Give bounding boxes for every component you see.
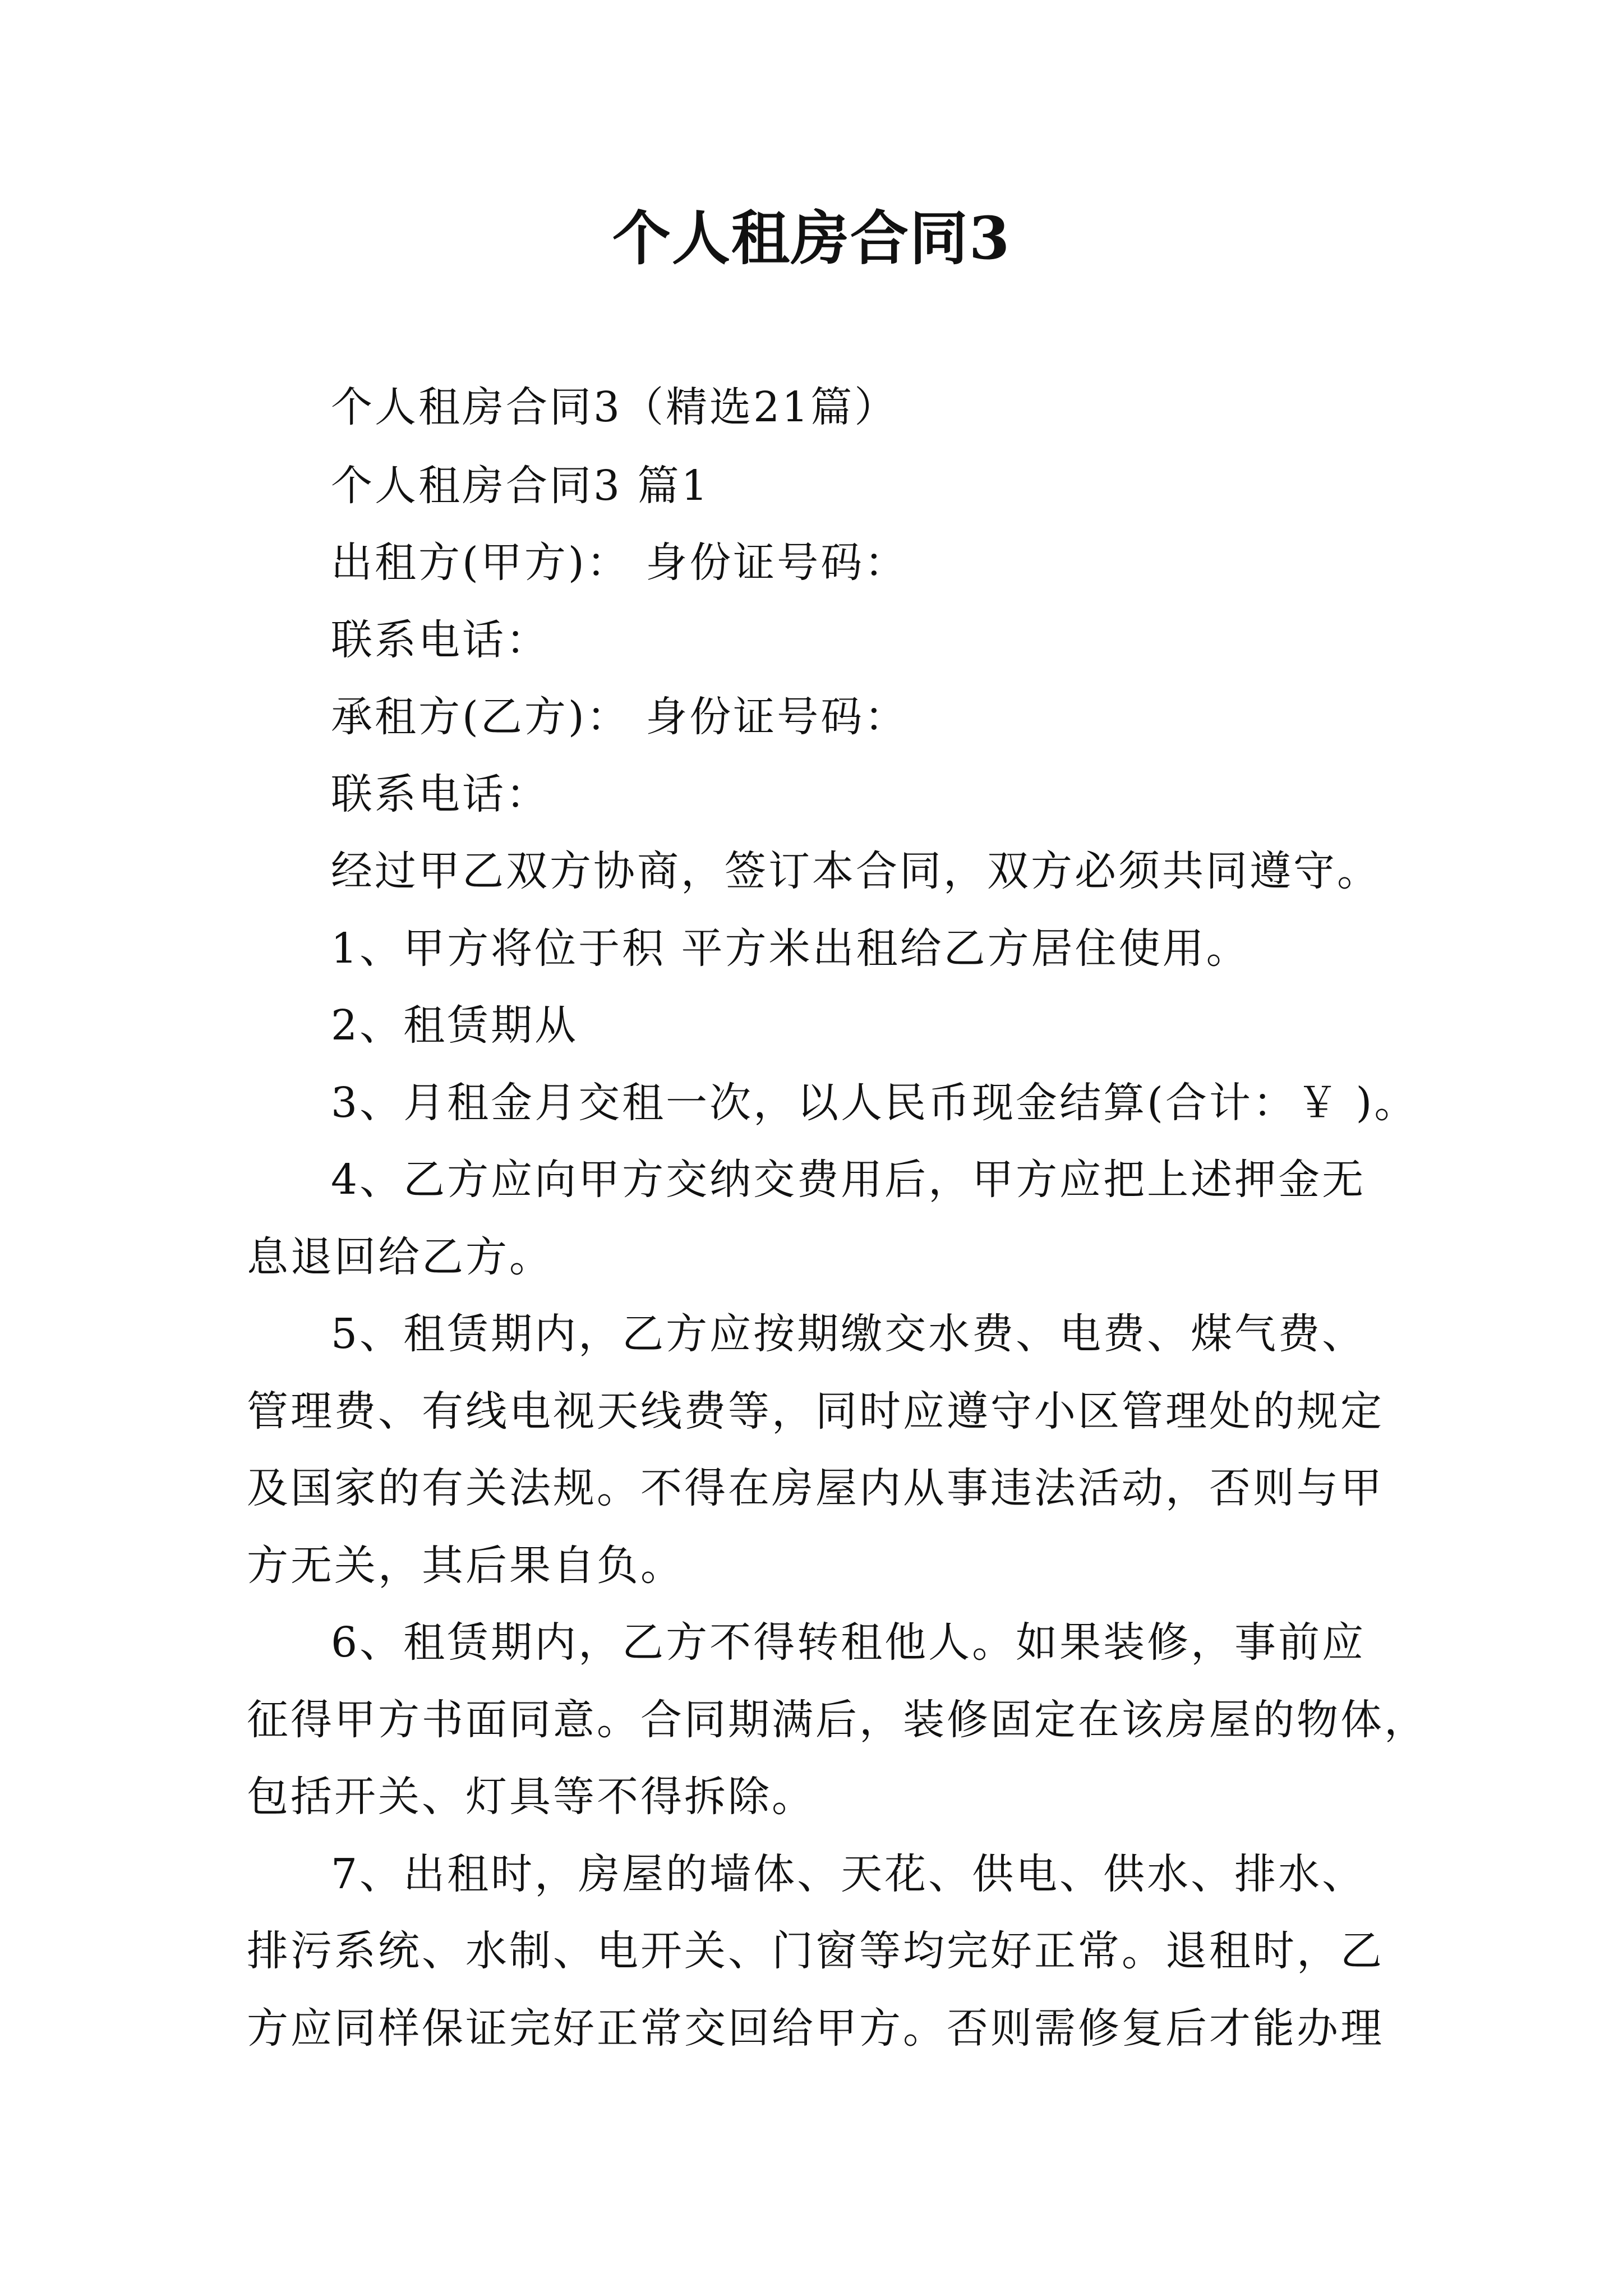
clause-5-line-2: 管理费、有线电视天线费等，同时应遵守小区管理处的规定 [247,1387,1384,1435]
document-title: 个人租房合同3 [612,204,1011,273]
clause-6-line-2: 征得甲方书面同意。合同期满后，装修固定在该房屋的物体， [247,1696,1428,1744]
clause-1: 1、甲方将位于积 平方米出租给乙方居住使用。 [331,924,1250,973]
clause-5-line-1: 5、租赁期内，乙方应按期缴交水费、电费、煤气费、 [331,1310,1366,1358]
clause-6-line-1: 6、租赁期内，乙方不得转租他人。如果装修，事前应 [331,1618,1366,1667]
clause-7-line-1: 7、出租时，房屋的墙体、天花、供电、供水、排水、 [331,1850,1366,1898]
clause-4-line-1: 4、乙方应向甲方交纳交费用后，甲方应把上述押金无 [331,1156,1366,1204]
clause-5-line-3: 及国家的有关法规。不得在房屋内从事违法活动，否则与甲 [247,1464,1384,1512]
clause-5-line-4: 方无关，其后果自负。 [247,1542,684,1590]
clause-6-line-3: 包括开关、灯具等不得拆除。 [247,1773,815,1821]
clause-4-line-2: 息退回给乙方。 [247,1233,553,1281]
lessor-id-line: 出租方(甲方)： 身份证号码： [331,539,909,587]
clause-7-line-2: 排污系统、水制、电开关、门窗等均完好正常。退租时，乙 [247,1927,1384,1975]
clause-7-line-3: 方应同样保证完好正常交回给甲方。否则需修复后才能办理 [247,2004,1384,2053]
agreement-intro: 经过甲乙双方协商，签订本合同，双方必须共同遵守。 [331,847,1381,895]
subtitle-line: 个人租房合同3（精选21篇） [331,383,898,431]
clause-2: 2、租赁期从 [331,1001,579,1050]
lessor-phone-line: 联系电话： [331,616,550,664]
clause-3: 3、月租金月交租一次，以人民币现金结算(合计：￥ )。 [331,1079,1418,1127]
lessee-id-line: 承租方(乙方)： 身份证号码： [331,693,909,741]
lessee-phone-line: 联系电话： [331,770,550,818]
section-heading: 个人租房合同3 篇1 [331,462,710,510]
